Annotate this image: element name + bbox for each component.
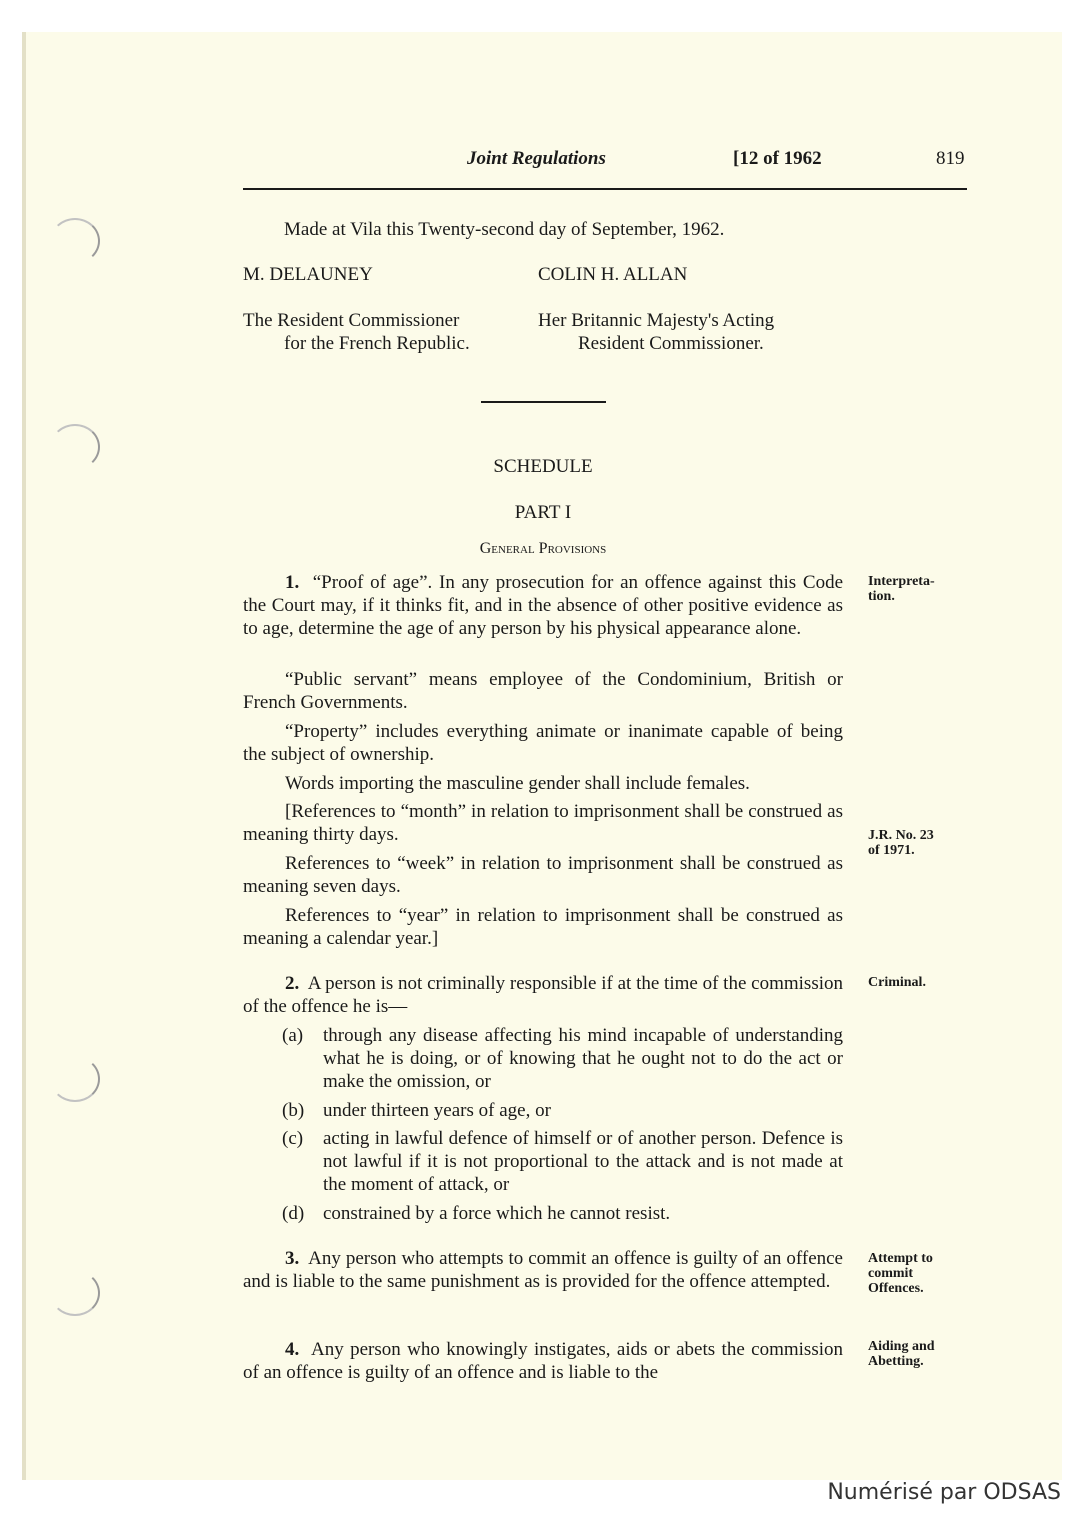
margin-note-aiding: Aiding and Abetting. [868, 1339, 935, 1369]
month-provision: [References to “month” in relation to imprisonment shall be construed as meaning thirty days. [243, 801, 843, 845]
section-1-paragraph: 1. “Proof of age”. In any prosecution for an offence against this Code the Court may, if it thinks fit, and in the absence of other positive evidence as to age, determine the age of any person by his physical appearance alone. [243, 572, 843, 639]
section-2-intro: 2. A person is not criminally responsible if at the time of the commission of the offence he is— [243, 973, 843, 1017]
list-item: (b) under thirteen years of age, or [282, 1100, 551, 1121]
gender-provision: Words importing the masculine gender shall include females. [285, 773, 750, 794]
margin-note-criminal: Criminal. [868, 975, 926, 990]
section-number: 2. [285, 973, 300, 994]
margin-note-attempt: Attempt to commit Offences. [868, 1251, 933, 1296]
part-heading: PART I [514, 502, 572, 523]
punch-hole [50, 424, 100, 470]
section-number: 3. [285, 1248, 300, 1269]
section-divider [481, 401, 606, 403]
list-item: (a) through any disease affecting his mind incapable of understanding what he is doing, or of knowing that he ought not to do the act or make the omission, or [282, 1025, 843, 1092]
scan-credit: Numérisé par ODSAS [827, 1480, 1061, 1505]
section-number: 4. [285, 1339, 300, 1360]
running-title: Joint Regulations [467, 148, 606, 169]
list-item: (c) acting in lawful defence of himself or of another person. Defence is not lawful if it is not proportional to the attack and is not made at the moment of attack, or [282, 1128, 843, 1195]
signatory-name-french: M. DELAUNEY [243, 264, 373, 285]
public-servant-definition: “Public servant” means employee of the Condominium, British or French Governments. [243, 669, 843, 713]
section-number: 1. [285, 572, 300, 593]
margin-note-interpretation: Interpreta- tion. [868, 574, 935, 604]
punch-hole [50, 1056, 100, 1102]
act-reference: [12 of 1962 [733, 148, 822, 169]
list-item: (d) constrained by a force which he cannot resist. [282, 1203, 671, 1224]
schedule-heading: SCHEDULE [493, 456, 593, 477]
margin-note-jr-reference: J.R. No. 23 of 1971. [868, 828, 934, 858]
made-at-line: Made at Vila this Twenty-second day of September, 1962. [284, 219, 725, 240]
general-provisions-heading: General Provisions [479, 540, 607, 557]
punch-hole [50, 1270, 100, 1316]
signatory-name-british: COLIN H. ALLAN [538, 264, 688, 285]
header-rule [243, 188, 967, 190]
page-number: 819 [936, 148, 965, 169]
week-provision: References to “week” in relation to imprisonment shall be construed as meaning seven days. [243, 853, 843, 897]
property-definition: “Property” includes everything animate or inanimate capable of being the subject of ownership. [243, 721, 843, 765]
section-4-paragraph: 4. Any person who knowingly instigates, aids or abets the commission of an offence is guilty of an offence and is liable to the [243, 1339, 843, 1383]
section-3-paragraph: 3. Any person who attempts to commit an offence is guilty of an offence and is liable to the same punishment as is provided for the offence attempted. [243, 1248, 843, 1292]
year-provision: References to “year” in relation to imprisonment shall be construed as meaning a calendar year.] [243, 905, 843, 949]
punch-hole [50, 218, 100, 264]
